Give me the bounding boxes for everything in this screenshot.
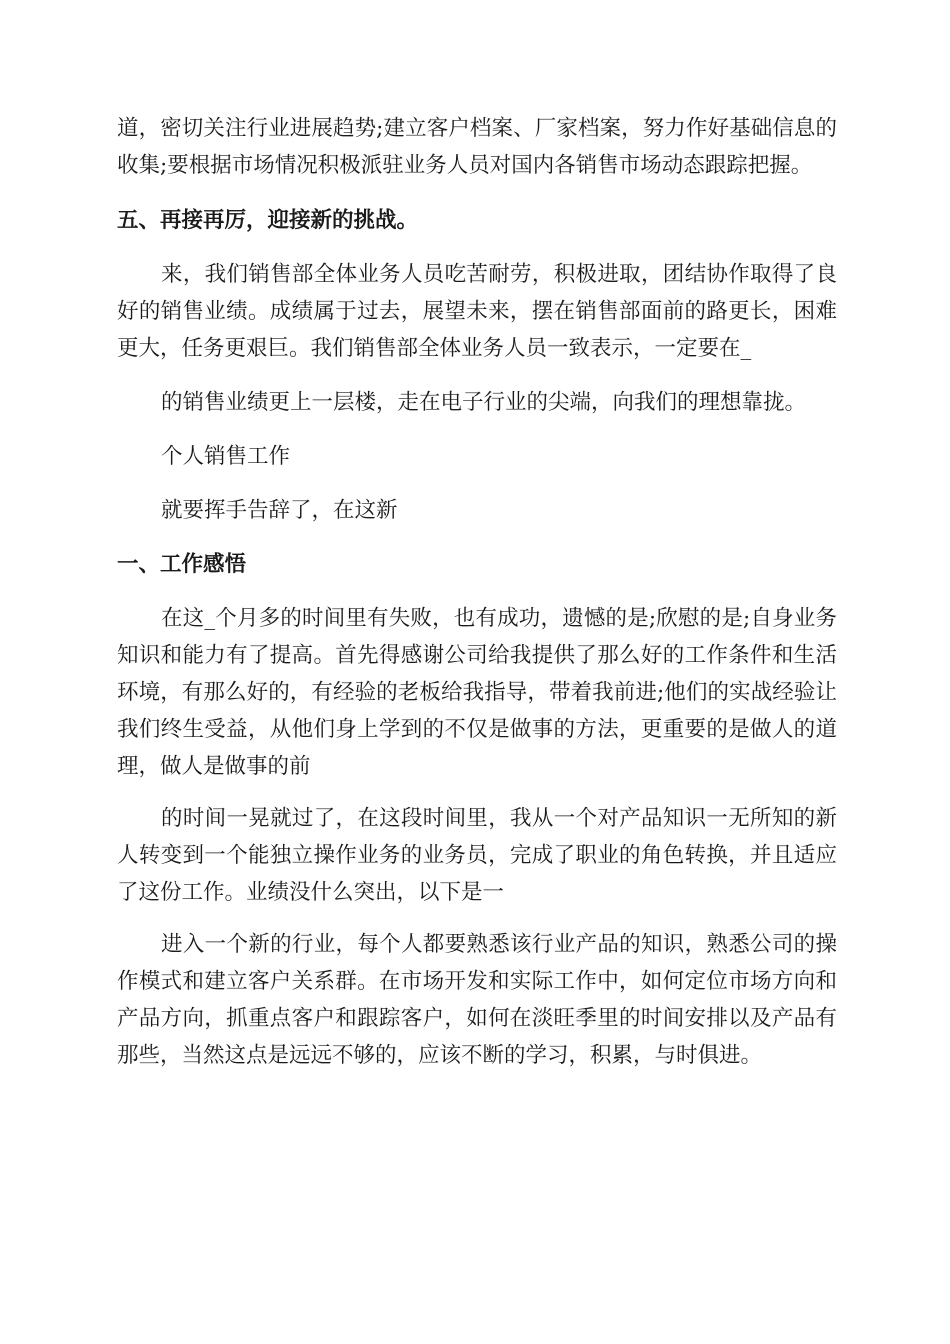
- paragraph-market-tracking: 道，密切关注行业进展趋势;建立客户档案、厂家档案，努力作好基础信息的收集;要根据市场情况积极派驻业务人员对国内各销售市场动态跟踪把握。: [117, 116, 837, 178]
- paragraph-work-insight: 在这_个月多的时间里有失败，也有成功，遗憾的是;欣慰的是;自身业务知识和能力有了提高。首先得感谢公司给我提供了那么好的工作条件和生活环境，有那么好的，有经验的老板给我指导，带着我前进;他们的实战经验让我们终生受益，从他们身上学到的不仅是做事的方法，更重要的是做人的道理，做人是做事的前: [117, 606, 837, 779]
- paragraph-role-change: 的时间一晃就过了，在这段时间里，我从一个对产品知识一无所知的新人转变到一个能独立操作业务的业务员，完成了职业的角色转换，并且适应了这份工作。业绩没什么突出，以下是一: [117, 806, 837, 905]
- paragraph-subtitle: 个人销售工作: [161, 444, 291, 469]
- document-body: [117, 110, 837, 1074]
- section-heading-five: 五、再接再厉，迎接新的挑战。: [117, 208, 419, 233]
- paragraph-sales-outlook: 来，我们销售部全体业务人员吃苦耐劳，积极进取，团结协作取得了良好的销售业绩。成绩属于过去，展望未来，摆在销售部面前的路更长，困难更大，任务更艰巨。我们销售部全体业务人员一致表示，一定要在_: [117, 262, 837, 361]
- paragraph-sales-goal: 的销售业绩更上一层楼，走在电子行业的尖端，向我们的理想靠拢。: [161, 390, 807, 415]
- paragraph-farewell: 就要挥手告辞了，在这新: [161, 498, 398, 523]
- paragraph-new-industry: 进入一个新的行业，每个人都要熟悉该行业产品的知识，熟悉公司的操作模式和建立客户关系群。在市场开发和实际工作中，如何定位市场方向和产品方向，抓重点客户和跟踪客户，如何在淡旺季里的时间安排以及产品有那些，当然这点是远远不够的，应该不断的学习，积累，与时俱进。: [117, 932, 837, 1068]
- section-heading-one: 一、工作感悟: [117, 552, 247, 577]
